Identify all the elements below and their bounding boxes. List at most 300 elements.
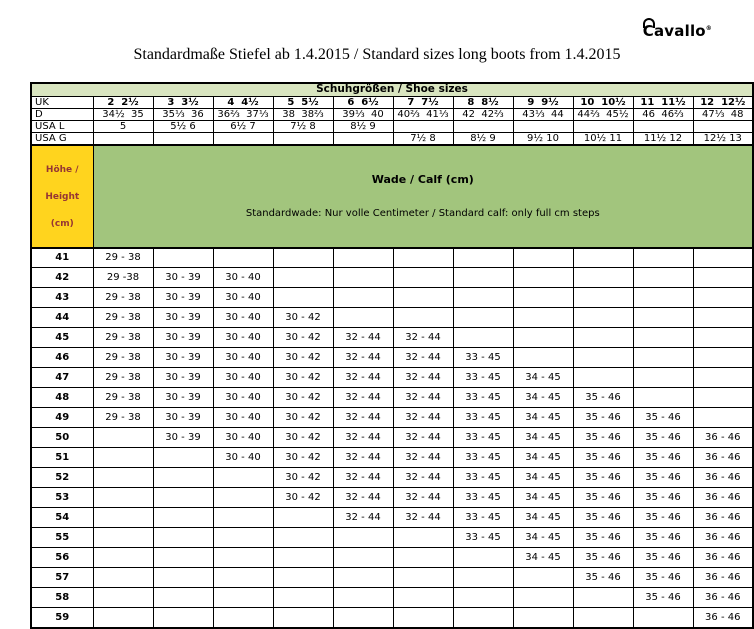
calf-range-cell: [453, 568, 513, 588]
calf-range-cell: [573, 368, 633, 388]
calf-range-cell: 36 - 46: [693, 488, 753, 508]
table-row-height-48: [31, 388, 753, 408]
size-value-cell: 2 2½: [93, 96, 153, 108]
calf-range-cell: 30 - 40: [213, 308, 273, 328]
calf-header-subtitle: Standardwade: Nur volle Centimeter / Standard calf: only full cm steps: [245, 208, 600, 220]
calf-range-cell: 30 - 40: [213, 328, 273, 348]
calf-range-cell: [333, 608, 393, 628]
calf-range-cell: 35 - 46: [573, 448, 633, 468]
table-row-height-49: [31, 408, 753, 428]
size-value-cell: [573, 120, 633, 132]
calf-range-cell: 30 - 40: [213, 448, 273, 468]
height-cell: 47: [31, 368, 93, 388]
calf-range-cell: 29 - 38: [93, 388, 153, 408]
calf-range-cell: 32 - 44: [333, 508, 393, 528]
calf-range-cell: [513, 348, 573, 368]
calf-range-cell: 30 - 39: [153, 268, 213, 288]
calf-range-cell: [273, 568, 333, 588]
calf-range-cell: [573, 288, 633, 308]
calf-range-cell: [693, 388, 753, 408]
shoe-sizes-header: Schuhgrößen / Shoe sizes: [31, 83, 753, 96]
calf-range-cell: [333, 588, 393, 608]
height-calf-header-row: [31, 145, 753, 248]
calf-range-cell: 34 - 45: [513, 388, 573, 408]
calf-range-cell: 29 - 38: [93, 308, 153, 328]
calf-range-cell: [93, 508, 153, 528]
calf-range-cell: [153, 508, 213, 528]
size-row-usa-g: [31, 132, 753, 145]
calf-range-cell: 36 - 46: [693, 508, 753, 528]
size-value-cell: 38 38⅔: [273, 108, 333, 120]
calf-range-cell: [93, 588, 153, 608]
calf-range-cell: 29 - 38: [93, 368, 153, 388]
calf-range-cell: 30 - 42: [273, 428, 333, 448]
calf-range-cell: 32 - 44: [393, 408, 453, 428]
calf-range-cell: [393, 548, 453, 568]
height-cell: 53: [31, 488, 93, 508]
height-cell: 42: [31, 268, 93, 288]
calf-range-cell: [513, 588, 573, 608]
calf-range-cell: 32 - 44: [333, 328, 393, 348]
calf-range-cell: 32 - 44: [333, 448, 393, 468]
calf-range-cell: [693, 368, 753, 388]
calf-range-cell: 30 - 39: [153, 328, 213, 348]
calf-range-cell: 36 - 46: [693, 468, 753, 488]
table-row-height-47: [31, 368, 753, 388]
calf-range-cell: 30 - 40: [213, 268, 273, 288]
calf-range-cell: 29 - 38: [93, 328, 153, 348]
band-section: [31, 145, 753, 248]
calf-range-cell: [393, 588, 453, 608]
calf-rows: [31, 248, 753, 628]
table-row-height-59: [31, 608, 753, 628]
calf-range-cell: [93, 488, 153, 508]
calf-range-cell: 30 - 40: [213, 408, 273, 428]
calf-range-cell: [273, 508, 333, 528]
height-cell: 43: [31, 288, 93, 308]
calf-range-cell: 30 - 42: [273, 488, 333, 508]
shoe-sizes-header-section: [31, 83, 753, 96]
calf-range-cell: 32 - 44: [333, 388, 393, 408]
size-value-cell: 6 6½: [333, 96, 393, 108]
height-cell: 58: [31, 588, 93, 608]
calf-range-cell: [93, 528, 153, 548]
size-value-cell: 7 7½: [393, 96, 453, 108]
calf-range-cell: 35 - 46: [573, 388, 633, 408]
calf-range-cell: 32 - 44: [333, 348, 393, 368]
height-cell: 57: [31, 568, 93, 588]
calf-range-cell: [393, 268, 453, 288]
calf-range-cell: [393, 568, 453, 588]
calf-range-cell: 32 - 44: [333, 428, 393, 448]
calf-range-cell: [693, 348, 753, 368]
calf-range-cell: 35 - 46: [633, 508, 693, 528]
height-header-line1: Höhe /: [45, 164, 79, 175]
size-value-cell: 7½ 8: [393, 132, 453, 145]
page-title: Standardmaße Stiefel ab 1.4.2015 / Standard sizes long boots from 1.4.2015: [133, 46, 621, 63]
calf-range-cell: [213, 588, 273, 608]
calf-range-cell: [393, 248, 453, 268]
size-system-label: UK: [31, 96, 93, 108]
registered-trademark-icon: ®: [705, 25, 712, 32]
calf-range-cell: 32 - 44: [333, 368, 393, 388]
calf-range-cell: 33 - 45: [453, 508, 513, 528]
calf-range-cell: [213, 468, 273, 488]
table-row-height-46: [31, 348, 753, 368]
calf-range-cell: [213, 248, 273, 268]
calf-range-cell: 30 - 39: [153, 368, 213, 388]
calf-range-cell: 35 - 46: [633, 408, 693, 428]
calf-range-cell: 36 - 46: [693, 448, 753, 468]
size-value-cell: [453, 120, 513, 132]
size-value-cell: 12 12½: [693, 96, 753, 108]
size-value-cell: 5 5½: [273, 96, 333, 108]
calf-range-cell: 36 - 46: [693, 588, 753, 608]
height-cell: 41: [31, 248, 93, 268]
size-system-label: D: [31, 108, 93, 120]
calf-range-cell: 35 - 46: [633, 588, 693, 608]
calf-range-cell: 32 - 44: [393, 368, 453, 388]
calf-range-cell: 30 - 39: [153, 428, 213, 448]
size-row-usa-l: [31, 120, 753, 132]
calf-range-cell: 35 - 46: [573, 408, 633, 428]
calf-range-cell: [393, 288, 453, 308]
height-header-cell: [31, 145, 93, 248]
calf-range-cell: [633, 268, 693, 288]
calf-range-cell: [213, 508, 273, 528]
size-value-cell: 44⅔ 45½: [573, 108, 633, 120]
calf-range-cell: [453, 548, 513, 568]
height-cell: 54: [31, 508, 93, 528]
calf-range-cell: [573, 308, 633, 328]
calf-range-cell: [393, 608, 453, 628]
calf-range-cell: [573, 268, 633, 288]
calf-range-cell: 30 - 39: [153, 308, 213, 328]
size-system-label: USA L: [31, 120, 93, 132]
calf-range-cell: 34 - 45: [513, 528, 573, 548]
calf-range-cell: [633, 388, 693, 408]
size-value-cell: [273, 132, 333, 145]
height-cell: 48: [31, 388, 93, 408]
calf-range-cell: 34 - 45: [513, 428, 573, 448]
size-value-cell: 3 3½: [153, 96, 213, 108]
size-value-cell: [333, 132, 393, 145]
calf-range-cell: [273, 248, 333, 268]
calf-range-cell: 35 - 46: [633, 488, 693, 508]
table-row-height-54: [31, 508, 753, 528]
calf-range-cell: 35 - 46: [573, 468, 633, 488]
calf-range-cell: [393, 528, 453, 548]
size-value-cell: 46 46⅔: [633, 108, 693, 120]
calf-range-cell: [213, 568, 273, 588]
calf-range-cell: [513, 288, 573, 308]
calf-range-cell: [513, 268, 573, 288]
calf-range-cell: [693, 308, 753, 328]
calf-range-cell: [153, 448, 213, 468]
shoe-sizes-header-row: [31, 83, 753, 96]
calf-range-cell: [513, 568, 573, 588]
calf-range-cell: [453, 308, 513, 328]
calf-range-cell: 32 - 44: [393, 448, 453, 468]
size-value-cell: 9 9½: [513, 96, 573, 108]
calf-range-cell: 30 - 39: [153, 288, 213, 308]
calf-range-cell: 32 - 44: [333, 408, 393, 428]
size-value-cell: 10 10½: [573, 96, 633, 108]
calf-range-cell: 34 - 45: [513, 508, 573, 528]
size-value-cell: [393, 120, 453, 132]
size-value-cell: [513, 120, 573, 132]
table-row-height-57: [31, 568, 753, 588]
calf-range-cell: 32 - 44: [393, 348, 453, 368]
calf-range-cell: 29 - 38: [93, 408, 153, 428]
calf-range-cell: 32 - 44: [333, 488, 393, 508]
calf-range-cell: 33 - 45: [453, 408, 513, 428]
calf-range-cell: 32 - 44: [393, 328, 453, 348]
calf-range-cell: [573, 248, 633, 268]
size-value-cell: 10½ 11: [573, 132, 633, 145]
size-value-cell: 35⅓ 36: [153, 108, 213, 120]
height-cell: 46: [31, 348, 93, 368]
cavallo-logo-text: avallo: [653, 22, 706, 40]
calf-range-cell: 33 - 45: [453, 368, 513, 388]
size-value-cell: 8½ 9: [333, 120, 393, 132]
calf-range-cell: 30 - 42: [273, 448, 333, 468]
calf-range-cell: 35 - 46: [573, 428, 633, 448]
calf-range-cell: 36 - 46: [693, 528, 753, 548]
calf-range-cell: 34 - 45: [513, 548, 573, 568]
table-row-height-55: [31, 528, 753, 548]
calf-range-cell: [333, 568, 393, 588]
calf-range-cell: 33 - 45: [453, 348, 513, 368]
calf-range-cell: [693, 408, 753, 428]
calf-range-cell: [453, 288, 513, 308]
calf-range-cell: [513, 248, 573, 268]
calf-header-title: Wade / Calf (cm): [371, 173, 474, 187]
size-value-cell: 11 11½: [633, 96, 693, 108]
table-row-height-56: [31, 548, 753, 568]
calf-range-cell: [633, 328, 693, 348]
calf-range-cell: 34 - 45: [513, 488, 573, 508]
table-row-height-44: [31, 308, 753, 328]
calf-range-cell: 35 - 46: [633, 428, 693, 448]
table-row-height-50: [31, 428, 753, 448]
calf-range-cell: [273, 548, 333, 568]
table-row-height-42: [31, 268, 753, 288]
table-row-height-45: [31, 328, 753, 348]
table-row-height-52: [31, 468, 753, 488]
calf-range-cell: 35 - 46: [573, 568, 633, 588]
size-value-cell: 47⅓ 48: [693, 108, 753, 120]
calf-range-cell: 30 - 40: [213, 388, 273, 408]
calf-range-cell: [453, 268, 513, 288]
calf-range-cell: 33 - 45: [453, 428, 513, 448]
calf-range-cell: [153, 248, 213, 268]
calf-range-cell: 35 - 46: [633, 568, 693, 588]
calf-range-cell: 34 - 45: [513, 448, 573, 468]
calf-range-cell: [273, 608, 333, 628]
calf-range-cell: 35 - 46: [573, 528, 633, 548]
calf-range-cell: [153, 588, 213, 608]
calf-range-cell: 29 - 38: [93, 348, 153, 368]
calf-range-cell: [633, 248, 693, 268]
calf-range-cell: [693, 268, 753, 288]
calf-range-cell: [453, 588, 513, 608]
calf-range-cell: [93, 428, 153, 448]
size-row-d: [31, 108, 753, 120]
calf-range-cell: [693, 328, 753, 348]
size-value-cell: 40⅔ 41⅓: [393, 108, 453, 120]
calf-range-cell: [453, 608, 513, 628]
calf-range-cell: [93, 468, 153, 488]
calf-range-cell: [633, 288, 693, 308]
calf-range-cell: 34 - 45: [513, 408, 573, 428]
calf-range-cell: [393, 308, 453, 328]
size-value-cell: 12½ 13: [693, 132, 753, 145]
calf-range-cell: 32 - 44: [333, 468, 393, 488]
calf-range-cell: [153, 568, 213, 588]
calf-range-cell: 30 - 40: [213, 368, 273, 388]
size-value-cell: 5½ 6: [153, 120, 213, 132]
height-cell: 49: [31, 408, 93, 428]
table-row-height-53: [31, 488, 753, 508]
size-value-cell: 39⅓ 40: [333, 108, 393, 120]
calf-range-cell: 30 - 40: [213, 288, 273, 308]
calf-range-cell: 36 - 46: [693, 608, 753, 628]
calf-range-cell: [573, 348, 633, 368]
calf-range-cell: [333, 528, 393, 548]
height-header-line2: Height: [45, 191, 80, 202]
calf-range-cell: [633, 348, 693, 368]
height-header-line3: (cm): [50, 218, 74, 229]
calf-range-cell: [333, 288, 393, 308]
calf-range-cell: 30 - 42: [273, 408, 333, 428]
calf-range-cell: [693, 248, 753, 268]
size-value-cell: [213, 132, 273, 145]
calf-range-cell: [573, 608, 633, 628]
height-cell: 45: [31, 328, 93, 348]
calf-range-cell: [153, 468, 213, 488]
calf-range-cell: 30 - 39: [153, 388, 213, 408]
size-value-cell: 6½ 7: [213, 120, 273, 132]
calf-range-cell: [453, 328, 513, 348]
calf-range-cell: [153, 548, 213, 568]
calf-range-cell: 32 - 44: [393, 508, 453, 528]
calf-range-cell: 29 - 38: [93, 288, 153, 308]
calf-range-cell: [633, 608, 693, 628]
boot-size-chart-table: [30, 82, 754, 629]
calf-range-cell: [513, 608, 573, 628]
calf-range-cell: [333, 548, 393, 568]
calf-range-cell: [213, 488, 273, 508]
calf-range-cell: 30 - 42: [273, 388, 333, 408]
calf-range-cell: [93, 548, 153, 568]
calf-range-cell: 36 - 46: [693, 428, 753, 448]
height-cell: 56: [31, 548, 93, 568]
size-value-cell: 34½ 35: [93, 108, 153, 120]
calf-range-cell: [633, 368, 693, 388]
calf-range-cell: [273, 288, 333, 308]
calf-range-cell: 30 - 40: [213, 428, 273, 448]
table-row-height-43: [31, 288, 753, 308]
calf-range-cell: 35 - 46: [633, 548, 693, 568]
size-value-cell: 43⅓ 44: [513, 108, 573, 120]
calf-range-cell: 33 - 45: [453, 388, 513, 408]
calf-range-cell: 35 - 46: [573, 488, 633, 508]
calf-range-cell: [153, 608, 213, 628]
calf-range-cell: 35 - 46: [573, 508, 633, 528]
calf-range-cell: [513, 328, 573, 348]
calf-range-cell: [153, 528, 213, 548]
size-value-cell: 8½ 9: [453, 132, 513, 145]
calf-range-cell: [513, 308, 573, 328]
calf-range-cell: 32 - 44: [393, 488, 453, 508]
size-value-cell: 7½ 8: [273, 120, 333, 132]
table-row-height-41: [31, 248, 753, 268]
calf-range-cell: [153, 488, 213, 508]
calf-range-cell: 32 - 44: [393, 388, 453, 408]
calf-range-cell: 36 - 46: [693, 568, 753, 588]
calf-range-cell: 30 - 39: [153, 348, 213, 368]
calf-range-cell: [573, 328, 633, 348]
calf-range-cell: [333, 308, 393, 328]
calf-range-cell: 29 -38: [93, 268, 153, 288]
height-cell: 59: [31, 608, 93, 628]
cavallo-logo: [643, 22, 712, 40]
size-value-cell: 36⅔ 37⅓: [213, 108, 273, 120]
calf-range-cell: 35 - 46: [633, 468, 693, 488]
calf-range-cell: 34 - 45: [513, 368, 573, 388]
calf-range-cell: 33 - 45: [453, 528, 513, 548]
calf-range-cell: 30 - 39: [153, 408, 213, 428]
size-value-cell: 5: [93, 120, 153, 132]
calf-range-cell: 33 - 45: [453, 448, 513, 468]
size-row-uk: [31, 96, 753, 108]
height-cell: 51: [31, 448, 93, 468]
calf-range-cell: 30 - 42: [273, 348, 333, 368]
size-value-cell: [693, 120, 753, 132]
calf-range-cell: 34 - 45: [513, 468, 573, 488]
calf-range-cell: [93, 568, 153, 588]
calf-range-cell: 30 - 42: [273, 328, 333, 348]
calf-range-cell: 30 - 42: [273, 468, 333, 488]
calf-range-cell: [573, 588, 633, 608]
calf-range-cell: [213, 548, 273, 568]
calf-range-cell: 36 - 46: [693, 548, 753, 568]
calf-range-cell: 35 - 46: [633, 448, 693, 468]
calf-range-cell: [633, 308, 693, 328]
size-value-cell: 11½ 12: [633, 132, 693, 145]
calf-range-cell: 35 - 46: [633, 528, 693, 548]
size-value-cell: 4 4½: [213, 96, 273, 108]
calf-range-cell: 35 - 46: [573, 548, 633, 568]
table-row-height-51: [31, 448, 753, 468]
calf-range-cell: [273, 528, 333, 548]
calf-range-cell: 32 - 44: [393, 468, 453, 488]
calf-range-cell: [93, 448, 153, 468]
calf-range-cell: 33 - 45: [453, 468, 513, 488]
size-value-cell: [153, 132, 213, 145]
calf-range-cell: [453, 248, 513, 268]
size-value-cell: 42 42⅔: [453, 108, 513, 120]
calf-range-cell: 30 - 40: [213, 348, 273, 368]
calf-range-cell: [93, 608, 153, 628]
calf-range-cell: 33 - 45: [453, 488, 513, 508]
height-cell: 50: [31, 428, 93, 448]
height-cell: 55: [31, 528, 93, 548]
calf-range-cell: 32 - 44: [393, 428, 453, 448]
calf-range-cell: [693, 288, 753, 308]
calf-range-cell: [213, 608, 273, 628]
